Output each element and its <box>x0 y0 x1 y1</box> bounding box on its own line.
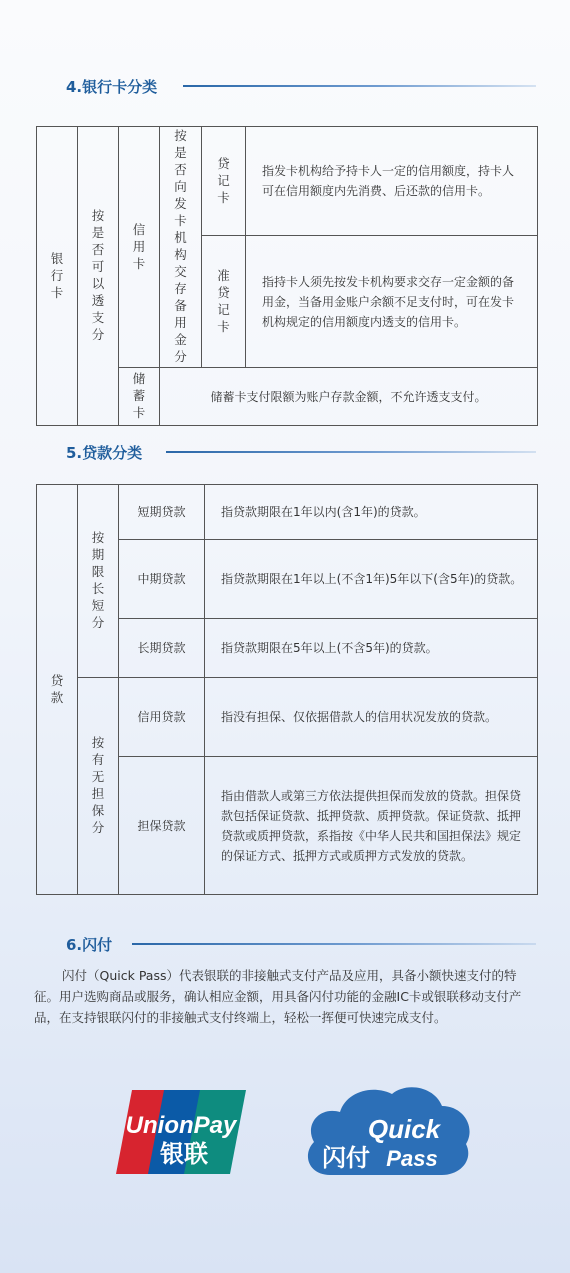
credit-card-label: 信用卡 <box>132 221 146 271</box>
section6-title: 6.闪付 <box>66 936 113 954</box>
quickpass-logo <box>300 1080 475 1180</box>
debit-credit-desc: 指发卡机构给予持卡人一定的信用额度，持卡人可在信用额度内先消费、后还款的信用卡。 <box>246 127 538 236</box>
quickpass-paragraph: 闪付（Quick Pass）代表银联的非接触式支付产品及应用，具备小额快速支付的特征。用户选购商品或服务，确认相应金额，用具备闪付功能的金融IC卡或银联移动支付产品，在支持银联闪付的非接触式支付终端上，轻松一挥便可快速完成支付。 <box>34 968 522 1025</box>
long-term-loan-desc: 指贷款期限在5年以上(不含5年)的贷款。 <box>205 619 538 678</box>
by-term-cell <box>78 485 119 678</box>
by-guarantee-cell <box>78 678 119 895</box>
by-overdraft-cell <box>78 127 119 426</box>
medium-term-loan-label: 中期贷款 <box>119 540 205 619</box>
bank-card-root-label: 银行卡 <box>50 250 64 300</box>
section5-title-rule <box>166 451 536 453</box>
medium-term-loan-desc: 指贷款期限在1年以上(不含1年)5年以下(含5年)的贷款。 <box>205 540 538 619</box>
section6-title-rule <box>132 943 536 945</box>
short-term-loan-desc: 指贷款期限在1年以内(含1年)的贷款。 <box>205 485 538 540</box>
section4-title: 4.银行卡分类 <box>66 78 158 96</box>
guaranteed-loan-label: 担保贷款 <box>119 757 205 895</box>
debit-card-label: 储蓄卡 <box>132 371 146 420</box>
debit-card-desc: 储蓄卡支付限额为账户存款金额，不允许透支支付。 <box>160 368 538 426</box>
quickpass-wordmark-cn: 闪付 <box>322 1144 370 1172</box>
debit-credit-label: 贷记卡 <box>217 155 230 205</box>
quickpass-wordmark-quick: Quick <box>367 1114 441 1144</box>
unionpay-logo <box>114 1086 248 1178</box>
by-deposit-cell <box>160 127 202 368</box>
guaranteed-loan-desc: 指由借款人或第三方依法提供担保而发放的贷款。担保贷款包括保证贷款、抵押贷款、质押贷款。保证贷款、抵押贷款或质押贷款，系指按《中华人民共和国担保法》规定的保证方式、抵押方式或质押方式发放的贷款。 <box>205 757 538 895</box>
loan-table <box>36 484 538 895</box>
quickpass-wordmark-pass: Pass <box>386 1146 438 1171</box>
quasi-credit-cell <box>202 236 246 368</box>
by-overdraft-label: 按是否可以透支分 <box>91 208 105 342</box>
loan-root-cell <box>37 485 78 895</box>
bank-card-table <box>36 126 538 426</box>
unionpay-wordmark-cn: 银联 <box>160 1140 208 1168</box>
by-guarantee-label: 按有无担保分 <box>91 735 105 835</box>
debit-card-cell <box>119 368 160 426</box>
credit-loan-desc: 指没有担保、仅依据借款人的信用状况发放的贷款。 <box>205 678 538 757</box>
short-term-loan-label: 短期贷款 <box>119 485 205 540</box>
section5-title: 5.贷款分类 <box>66 444 143 462</box>
section4-title-rule <box>183 85 536 87</box>
unionpay-wordmark-en: UnionPay <box>125 1112 237 1139</box>
credit-card-cell <box>119 127 160 368</box>
quasi-credit-desc: 指持卡人须先按发卡机构要求交存一定金额的备用金，当备用金账户余额不足支付时，可在发卡机构规定的信用额度内透支的信用卡。 <box>246 236 538 368</box>
loan-root-label: 贷款 <box>50 672 64 705</box>
quasi-credit-label: 准贷记卡 <box>217 267 230 334</box>
debit-credit-cell <box>202 127 246 236</box>
bank-card-root-cell <box>37 127 78 426</box>
by-deposit-label: 按是否向发卡机构交存备用金分 <box>174 128 187 364</box>
credit-loan-label: 信用贷款 <box>119 678 205 757</box>
by-term-label: 按期限长短分 <box>91 530 105 630</box>
long-term-loan-label: 长期贷款 <box>119 619 205 678</box>
